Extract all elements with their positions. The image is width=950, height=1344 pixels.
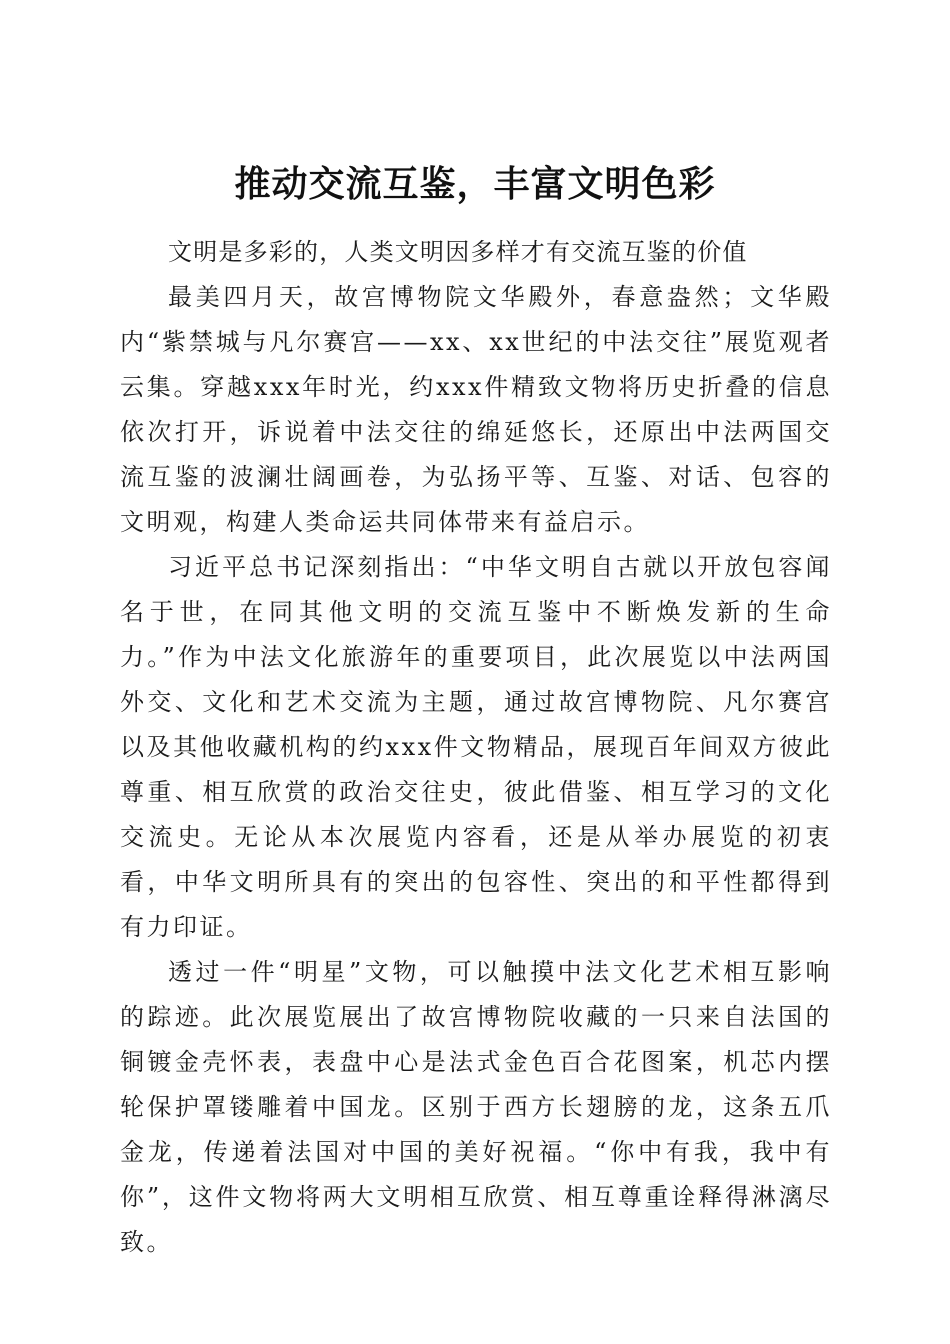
paragraph-3: 透过一件“明星”文物，可以触摸中法文化艺术相互影响的踪迹。此次展览展出了故宫博物院收藏的一只来自法国的铜镀金壳怀表，表盘中心是法式金色百合花图案，机芯内摆轮保护罩镂雕着中国龙。区别于西方长翅膀的龙，这条五爪金龙，传递着法国对中国的美好祝福。“你中有我，我中有你”，这件文物将两大文明相互欣赏、相互尊重诠释得淋漓尽致。 [120, 958, 832, 1256]
paragraph-2: 习近平总书记深刻指出：“中华文明自古就以开放包容闻名于世，在同其他文明的交流互鉴中不断焕发新的生命力。”作为中法文化旅游年的重要项目，此次展览以中法两国外交、文化和艺术交流为主题，通过故宫博物院、凡尔赛宫以及其他收藏机构的约xxx件文物精品，展现百年间双方彼此尊重、相互欣赏的政治交往史，彼此借鉴、相互学习的文化交流史。无论从本次展览内容看，还是从举办展览的初衷看，中华文明所具有的突出的包容性、突出的和平性都得到有力印证。 [120, 553, 832, 941]
paragraph-1: 最美四月天，故宫博物院文华殿外，春意盎然；文华殿内“紫禁城与凡尔赛宫——xx、xx世纪的中法交往”展览观者云集。穿越xxx年时光，约xxx件精致文物将历史折叠的信息依次打开，诉说着中法交往的绵延悠长，还原出中法两国交流互鉴的波澜壮阔画卷，为弘扬平等、互鉴、对话、包容的文明观，构建人类命运共同体带来有益启示。 [120, 283, 832, 536]
paragraph-subheading: 文明是多彩的，人类文明因多样才有交流互鉴的价值 [168, 238, 748, 266]
document-body [120, 230, 832, 1265]
document-title: 推动交流互鉴，丰富文明色彩 [234, 163, 716, 206]
